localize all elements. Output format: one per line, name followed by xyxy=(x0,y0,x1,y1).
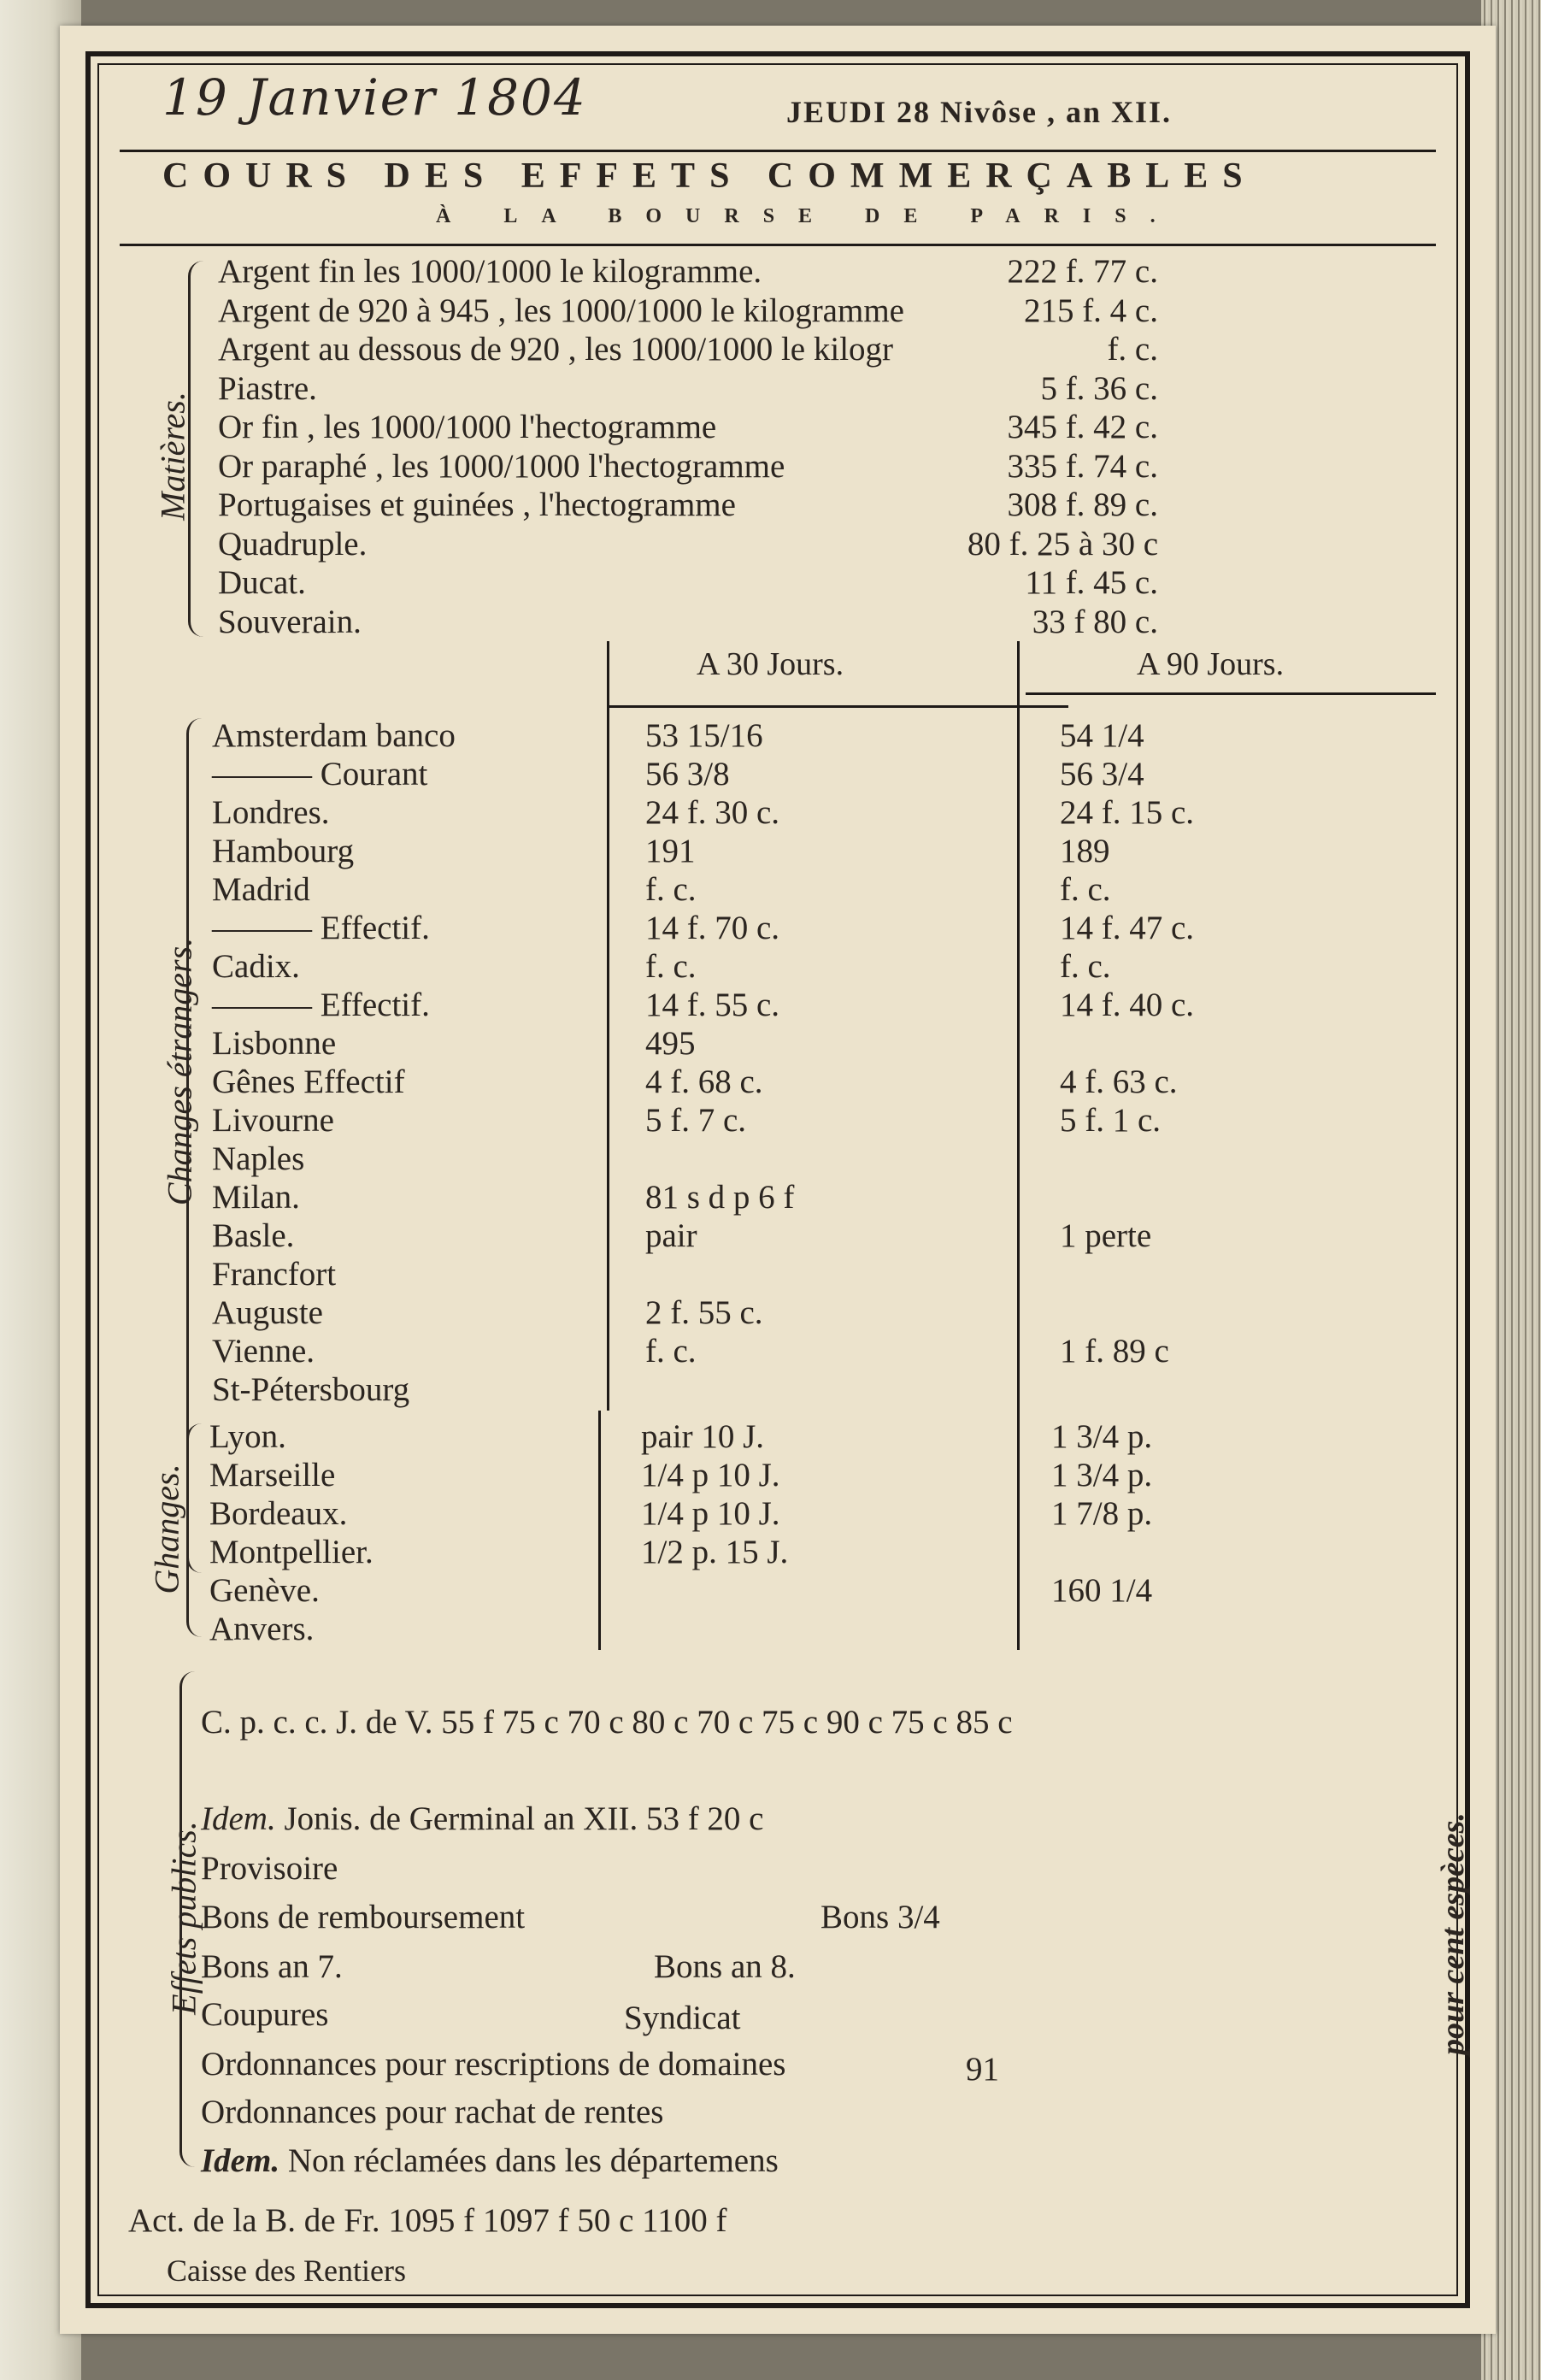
change-30-jours-value: pair xyxy=(645,1217,697,1254)
change-place-name: ——— Effectif. xyxy=(212,910,430,946)
ordonnances-rescriptions: Ordonnances pour rescriptions de domaines xyxy=(201,2046,786,2082)
matiere-value: 11 f. 45 c. xyxy=(1025,564,1158,601)
idem-nonreclamees-text: Non réclamées dans les départemens xyxy=(287,2142,779,2179)
matiere-value: 215 f. 4 c. xyxy=(1023,292,1158,329)
change-90-jours-value: 54 1/4 xyxy=(1060,717,1144,754)
change-90-jours-value: 189 xyxy=(1060,833,1110,869)
actions-banque-de-france: Act. de la B. de Fr. 1095 f 1097 f 50 c 1100 f xyxy=(128,2202,727,2239)
change-30-jours-value: 4 f. 68 c. xyxy=(645,1063,763,1100)
column-rule xyxy=(607,641,609,1411)
coupures: Coupures xyxy=(201,1996,329,2033)
change-30-jours-value: 14 f. 55 c. xyxy=(645,987,780,1023)
change-30-jours-value: 14 f. 70 c. xyxy=(645,910,780,946)
provisoire-line: Provisoire xyxy=(201,1850,338,1887)
change-90-jours-value: f. c. xyxy=(1060,871,1111,908)
matiere-value: 308 f. 89 c. xyxy=(1007,486,1158,523)
bons-remboursement: Bons de remboursement xyxy=(201,1899,526,1935)
matiere-value: 222 f. 77 c. xyxy=(1007,253,1158,290)
matiere-value: 5 f. 36 c. xyxy=(1040,369,1158,407)
change-90-jours-value: 1 perte xyxy=(1060,1217,1152,1254)
idem-jonis-text: Jonis. de Germinal an XII. 53 f 20 c xyxy=(284,1800,764,1837)
bons-3-4: Bons 3/4 xyxy=(820,1899,940,1935)
matiere-value: 80 f. 25 à 30 c xyxy=(967,525,1158,563)
section-label-pour-cent-especes: pour cent espèces. xyxy=(1435,1812,1471,2055)
change-place-name: Gênes Effectif xyxy=(212,1063,405,1100)
change-90-jours-value: 24 f. 15 c. xyxy=(1060,794,1195,831)
change-90-jours-value: f. c. xyxy=(1060,948,1111,985)
change-30-jours-value: 1/4 p 10 J. xyxy=(641,1457,780,1493)
change-place-name: Amsterdam banco xyxy=(212,717,456,754)
matiere-name: Argent au dessous de 920 , les 1000/1000 le kilogr xyxy=(218,331,894,368)
change-place-name: Francfort xyxy=(212,1256,337,1293)
change-place-name: Bordeaux. xyxy=(209,1495,348,1532)
syndicat: Syndicat xyxy=(624,2000,741,2036)
change-30-jours-value: 56 3/8 xyxy=(645,756,730,792)
change-90-jours-value: 1 3/4 p. xyxy=(1051,1418,1153,1455)
matiere-value: 335 f. 74 c. xyxy=(1007,447,1158,485)
change-30-jours-value: pair 10 J. xyxy=(641,1418,765,1455)
ordonnances-rachat: Ordonnances pour rachat de rentes xyxy=(201,2094,664,2130)
change-90-jours-value: 1 3/4 p. xyxy=(1051,1457,1153,1493)
matiere-name: Or fin , les 1000/1000 l'hectogramme xyxy=(218,409,717,445)
change-place-name: Genève. xyxy=(209,1572,320,1609)
col-header-90-jours: A 90 Jours. xyxy=(1137,646,1285,682)
brace xyxy=(186,1423,203,1637)
change-place-name: Londres. xyxy=(212,794,330,831)
matiere-value: 345 f. 42 c. xyxy=(1007,409,1158,445)
change-90-jours-value: 5 f. 1 c. xyxy=(1060,1102,1162,1139)
brace xyxy=(179,1671,196,2167)
change-30-jours-value: 2 f. 55 c. xyxy=(645,1294,763,1331)
change-place-name: Cadix. xyxy=(212,948,300,985)
matiere-name: Portugaises et guinées , l'hectogramme xyxy=(218,486,736,523)
change-place-name: Madrid xyxy=(212,871,310,908)
printed-date: JEUDI 28 Nivôse , an XII. xyxy=(786,95,1173,129)
handwritten-date: 19 Janvier 1804 xyxy=(162,68,587,127)
section-label-changes-etrangers: Changes étrangers. xyxy=(160,937,199,1206)
section-label-changes: Ghanges. xyxy=(147,1464,186,1594)
change-30-jours-value: 53 15/16 xyxy=(645,717,763,754)
change-place-name: Livourne xyxy=(212,1102,334,1139)
change-30-jours-value: f. c. xyxy=(645,1333,697,1370)
matiere-name: Souverain. xyxy=(218,603,362,640)
divider xyxy=(607,705,1068,708)
change-place-name: Hambourg xyxy=(212,833,355,869)
section-label-effets-publics: Effets publics. xyxy=(164,1821,203,2015)
change-90-jours-value: 14 f. 40 c. xyxy=(1060,987,1195,1023)
matiere-value: 33 f 80 c. xyxy=(1032,603,1158,640)
change-place-name: Lyon. xyxy=(209,1418,286,1455)
change-place-name: Naples xyxy=(212,1140,305,1177)
change-place-name: ——— Courant xyxy=(212,756,428,792)
change-30-jours-value: 24 f. 30 c. xyxy=(645,794,780,831)
change-90-jours-value: 56 3/4 xyxy=(1060,756,1144,792)
change-place-name: Milan. xyxy=(212,1179,300,1216)
idem-prefix: Idem. xyxy=(201,2142,280,2179)
change-30-jours-value: 191 xyxy=(645,833,696,869)
matiere-name: Argent de 920 à 945 , les 1000/1000 le kilogramme xyxy=(218,292,904,329)
change-place-name: Montpellier. xyxy=(209,1534,373,1570)
matiere-name: Argent fin les 1000/1000 le kilogramme. xyxy=(218,253,762,290)
matiere-name: Ducat. xyxy=(218,564,306,601)
divider xyxy=(120,244,1436,246)
change-30-jours-value: 495 xyxy=(645,1025,696,1062)
change-90-jours-value: 1 f. 89 c xyxy=(1060,1333,1169,1370)
page-title: COURS DES EFFETS COMMERÇABLES xyxy=(162,156,1257,196)
change-30-jours-value: 5 f. 7 c. xyxy=(645,1102,747,1139)
idem-nonreclamees-line xyxy=(201,2141,779,2180)
brace xyxy=(188,261,204,637)
column-rule xyxy=(598,1411,601,1650)
ledger-page xyxy=(60,26,1496,2334)
change-place-name: Marseille xyxy=(209,1457,336,1493)
caisse-des-rentiers: Caisse des Rentiers xyxy=(167,2253,406,2288)
idem-prefix: Idem. xyxy=(201,1800,276,1837)
cpcc-line: C. p. c. c. J. de V. 55 f 75 c 70 c 80 c 70 c 75 c 90 c 75 c 85 c xyxy=(201,1704,1013,1741)
change-place-name: St-Pétersbourg xyxy=(212,1371,410,1408)
change-90-jours-value: 160 1/4 xyxy=(1051,1572,1153,1609)
page-subtitle: À LA BOURSE DE PARIS. xyxy=(436,205,1179,227)
matiere-name: Quadruple. xyxy=(218,525,368,563)
change-30-jours-value: f. c. xyxy=(645,871,697,908)
idem-jonis-line xyxy=(201,1800,764,1838)
change-30-jours-value: f. c. xyxy=(645,948,697,985)
matiere-name: Piastre. xyxy=(218,369,317,407)
change-place-name: ——— Effectif. xyxy=(212,987,430,1023)
change-place-name: Lisbonne xyxy=(212,1025,337,1062)
change-30-jours-value: 1/2 p. 15 J. xyxy=(641,1534,789,1570)
change-place-name: Basle. xyxy=(212,1217,295,1254)
change-90-jours-value: 4 f. 63 c. xyxy=(1060,1063,1178,1100)
matiere-name: Or paraphé , les 1000/1000 l'hectogramme xyxy=(218,447,785,485)
change-30-jours-value: 81 s d p 6 f xyxy=(645,1179,795,1216)
ordonnances-value: 91 xyxy=(966,2051,999,2088)
bons-an-7: Bons an 7. xyxy=(201,1948,343,1985)
col-header-30-jours: A 30 Jours. xyxy=(697,646,844,682)
divider xyxy=(1026,692,1436,695)
change-30-jours-value: 1/4 p 10 J. xyxy=(641,1495,780,1532)
change-90-jours-value: 1 7/8 p. xyxy=(1051,1495,1153,1532)
change-place-name: Anvers. xyxy=(209,1611,315,1647)
change-place-name: Auguste xyxy=(212,1294,323,1331)
section-label-matieres: Matières. xyxy=(153,392,192,521)
divider xyxy=(120,150,1436,152)
column-rule xyxy=(1017,641,1020,1650)
change-place-name: Vienne. xyxy=(212,1333,315,1370)
bons-an-8: Bons an 8. xyxy=(654,1948,796,1985)
change-90-jours-value: 14 f. 47 c. xyxy=(1060,910,1195,946)
matiere-value: f. c. xyxy=(1107,331,1158,368)
